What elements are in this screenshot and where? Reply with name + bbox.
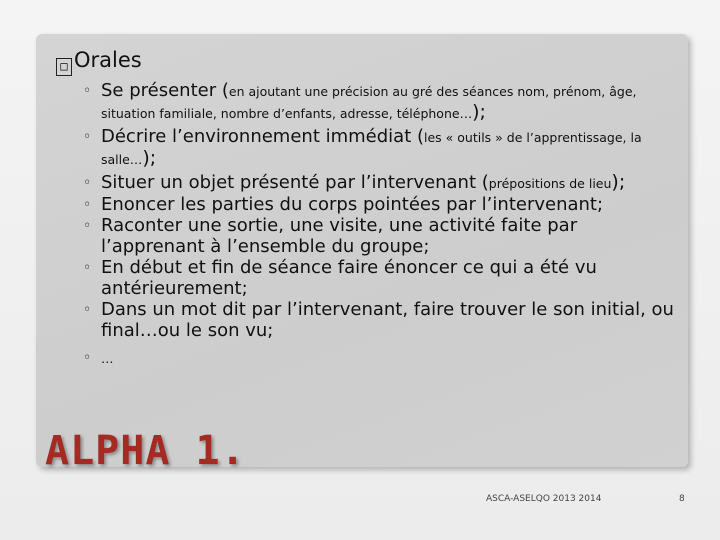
item-end-text: ); [611, 171, 626, 193]
circle-bullet-icon: ◦ [83, 83, 92, 99]
alpha-level-stamp: ALPHA 1. [45, 428, 246, 474]
item-text: Raconter une sortie, une visite, une activité faite par l’apprenant à l’ensemble du groupe; [101, 215, 578, 257]
circle-bullet-icon: ◦ [83, 260, 92, 276]
item-text: Dans un mot dit par l’intervenant, faire trouver le son initial, ou final…ou le son vu; [101, 299, 674, 341]
slide-heading [56, 48, 686, 76]
slide-content [56, 48, 686, 369]
circle-bullet-icon: ◦ [83, 302, 92, 318]
item-detail-text: les « outils » de l’apprentissage, la salle… [101, 130, 642, 167]
item-end-text: ); [142, 147, 157, 169]
item-text: … [101, 351, 114, 366]
list-item [56, 172, 686, 194]
item-main-text: Décrire l’environnement immédiat ( [101, 126, 424, 147]
bullet-list [56, 80, 686, 369]
checkbox-bullet-icon: □ [56, 58, 72, 76]
item-text: En début et fin de séance faire énoncer ce qui a été vu antérieurement; [101, 257, 597, 299]
item-detail-text: en ajoutant une précision au gré des séances nom, prénom, âge, situation familiale, nombre d’enfants, adresse, téléphone… [101, 84, 637, 121]
item-end-text: ); [472, 101, 486, 123]
page-number: 8 [679, 494, 685, 504]
circle-bullet-icon: ◦ [83, 175, 92, 191]
item-detail-text: prépositions de lieu [488, 176, 612, 191]
list-item [56, 347, 686, 369]
item-main-text: Situer un objet présenté par l’intervenant ( [101, 172, 489, 193]
circle-bullet-icon: ◦ [83, 197, 92, 213]
item-text: Enoncer les parties du corps pointées par l’intervenant; [101, 194, 604, 215]
circle-bullet-icon: ◦ [83, 129, 92, 145]
item-main-text: Se présenter ( [101, 80, 229, 101]
list-item [56, 257, 686, 299]
list-item [56, 80, 686, 124]
footer-text: ASCA-ASELQO 2013 2014 [486, 494, 602, 504]
circle-bullet-icon: ◦ [83, 218, 92, 234]
list-item [56, 215, 686, 257]
circle-bullet-icon: ◦ [83, 350, 92, 366]
list-item [56, 126, 686, 170]
heading-text: Orales [74, 48, 142, 72]
list-item [56, 194, 686, 215]
list-item [56, 299, 686, 341]
